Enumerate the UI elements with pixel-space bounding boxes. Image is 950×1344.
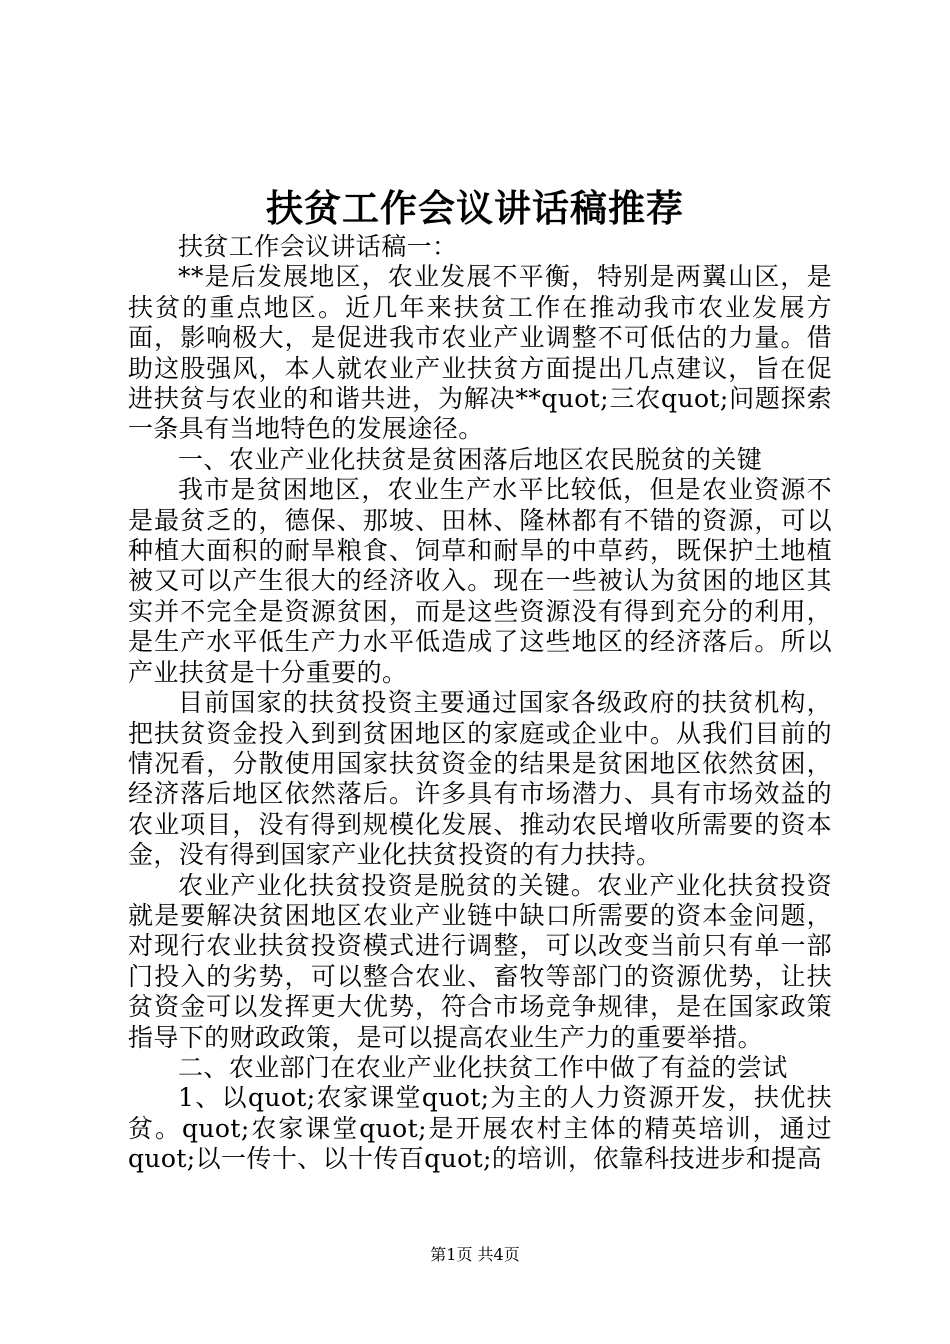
paragraph: **是后发展地区，农业发展不平衡，特别是两翼山区，是扶贫的重点地区。近几年来扶贫工作在推动我市农业发展方面，影响极大，是促进我市农业产业调整不可低估的力量。借助这股强风，本人就农业产业扶贫方面提出几点建议，旨在促进扶贫与农业的和谐共进，为解决**quot;三农quot;问题探索一条具有当地特色的发展途径。 <box>128 262 832 444</box>
paragraph: 目前国家的扶贫投资主要通过国家各级政府的扶贫机构，把扶贫资金投入到到贫困地区的家庭或企业中。从我们目前的情况看，分散使用国家扶贫资金的结果是贫困地区依然贫困，经济落后地区依然落后。许多具有市场潜力、具有市场效益的农业项目，没有得到规模化发展、推动农民增收所需要的资本金，没有得到国家产业化扶贫投资的有力扶持。 <box>128 688 832 870</box>
paragraph: 1、以quot;农家课堂quot;为主的人力资源开发，扶优扶贫。quot;农家课堂quot;是开展农村主体的精英培训，通过quot;以一传十、以十传百quot;的培训，依靠科技进步和提高 <box>128 1083 832 1174</box>
paragraph-intro: 扶贫工作会议讲话稿一： <box>178 232 458 261</box>
paragraph: 我市是贫困地区，农业生产水平比较低，但是农业资源不是最贫乏的，德保、那坡、田林、隆林都有不错的资源，可以种植大面积的耐旱粮食、饲草和耐旱的中草药，既保护土地植被又可以产生很大的经济收入。现在一些被认为贫困的地区其实并不完全是资源贫困，而是这些资源没有得到充分的利用，是生产水平低生产力水平低造成了这些地区的经济落后。所以产业扶贫是十分重要的。 <box>128 475 832 687</box>
section-heading-1: 一、农业产业化扶贫是贫困落后地区农民脱贫的关键 <box>178 444 763 474</box>
section-heading-2: 二、农业部门在农业产业化扶贫工作中做了有益的尝试 <box>178 1052 788 1082</box>
page-footer: 第1页 共4页 <box>430 1245 520 1264</box>
paragraph: 农业产业化扶贫投资是脱贫的关键。农业产业化扶贫投资就是要解决贫困地区农业产业链中缺口所需要的资本金问题，对现行农业扶贫投资模式进行调整，可以改变当前只有单一部门投入的劣势，可以整合农业、畜牧等部门的资源优势，让扶贫资金可以发挥更大优势，符合市场竞争规律，是在国家政策指导下的财政政策，是可以提高农业生产力的重要举措。 <box>128 870 832 1052</box>
document-body <box>128 232 832 1175</box>
document-title: 扶贫工作会议讲话稿推荐 <box>266 186 684 230</box>
